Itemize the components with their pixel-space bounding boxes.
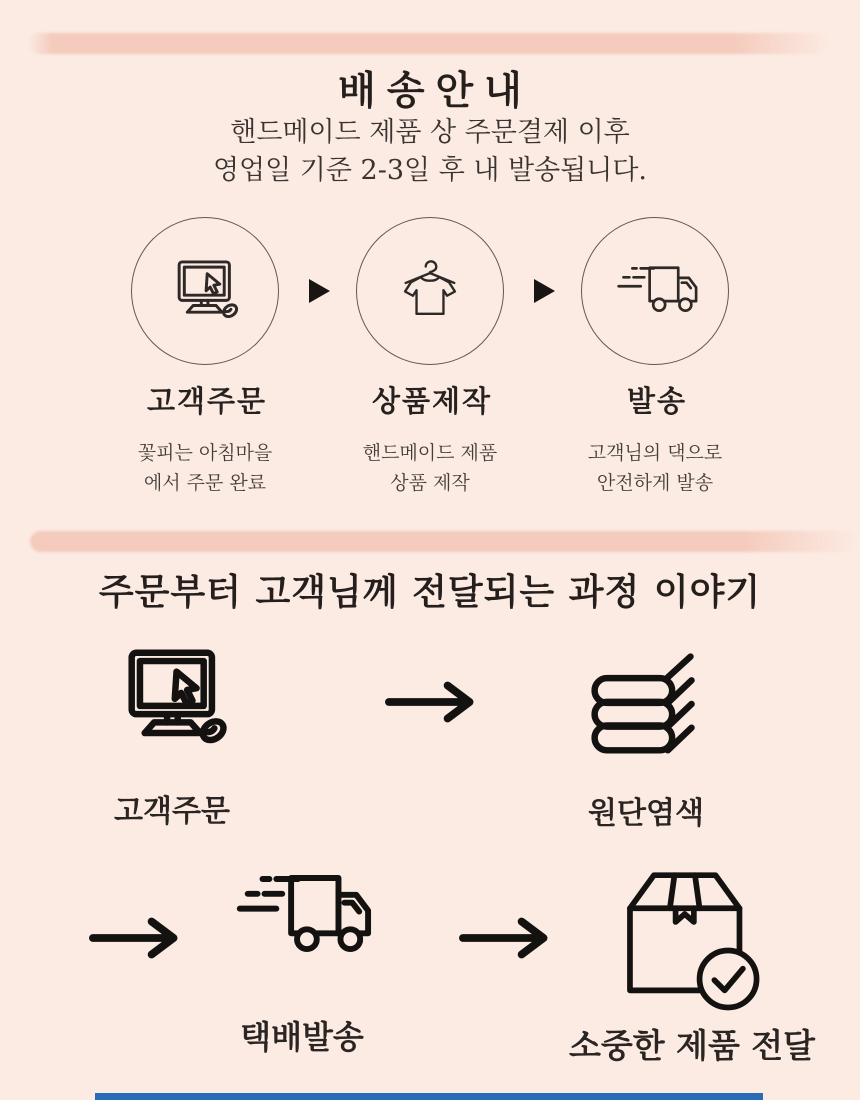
right-arrow-icon: [458, 916, 554, 960]
step-desc-line: 고객님의 댁으로: [587, 442, 723, 464]
process-label-fabric-dyeing: 원단염색: [588, 796, 704, 831]
right-arrow-icon: [88, 916, 184, 960]
page-title: 배송안내: [338, 68, 533, 114]
step-desc-line: 꽃피는 아침마을: [137, 442, 273, 464]
brush-divider-top: [28, 33, 830, 54]
step-desc-line: 상품 제작: [390, 472, 470, 494]
package-delivered-icon: [614, 858, 760, 1011]
process-label-delivery: 소중한 제품 전달: [568, 1026, 816, 1065]
page-subtitle: [0, 114, 860, 190]
brush-divider-middle: [30, 531, 858, 552]
fabric-stack-icon: [586, 650, 698, 758]
step-label-shipping: 발송: [626, 384, 688, 418]
delivery-truck-icon: [610, 263, 700, 319]
step-label-order: 고객주문: [146, 384, 268, 418]
step-circle-making: [356, 217, 504, 365]
computer-order-icon: [168, 259, 242, 324]
step-circle-shipping: [581, 217, 729, 365]
triangle-arrow-icon: [309, 279, 330, 303]
step-desc-line: 에서 주문 완료: [143, 472, 267, 494]
step-circle-order: [131, 217, 279, 365]
step-label-making: 상품제작: [371, 384, 493, 418]
step-desc-making: [363, 438, 498, 498]
tshirt-hanger-icon: [397, 258, 463, 325]
process-label-courier-shipping: 택배발송: [240, 1018, 364, 1056]
step-desc-order: [138, 438, 273, 498]
triangle-arrow-icon: [534, 279, 555, 303]
subtitle-line-1: 핸드메이드 제품 상 주문결제 이후: [230, 117, 630, 148]
step-desc-line: 핸드메이드 제품: [362, 442, 498, 464]
step-desc-line: 안전하게 발송: [596, 472, 714, 494]
right-arrow-icon: [384, 680, 480, 724]
delivery-truck-icon: [226, 870, 374, 963]
process-label-order: 고객주문: [114, 794, 230, 829]
computer-order-icon: [114, 648, 232, 752]
step-desc-shipping: [588, 438, 723, 498]
bottom-accent-bar: [95, 1093, 763, 1100]
process-section-title: 주문부터 고객님께 전달되는 과정 이야기: [98, 571, 762, 613]
subtitle-line-2: 영업일 기준 2-3일 후 내 발송됩니다.: [212, 155, 648, 186]
